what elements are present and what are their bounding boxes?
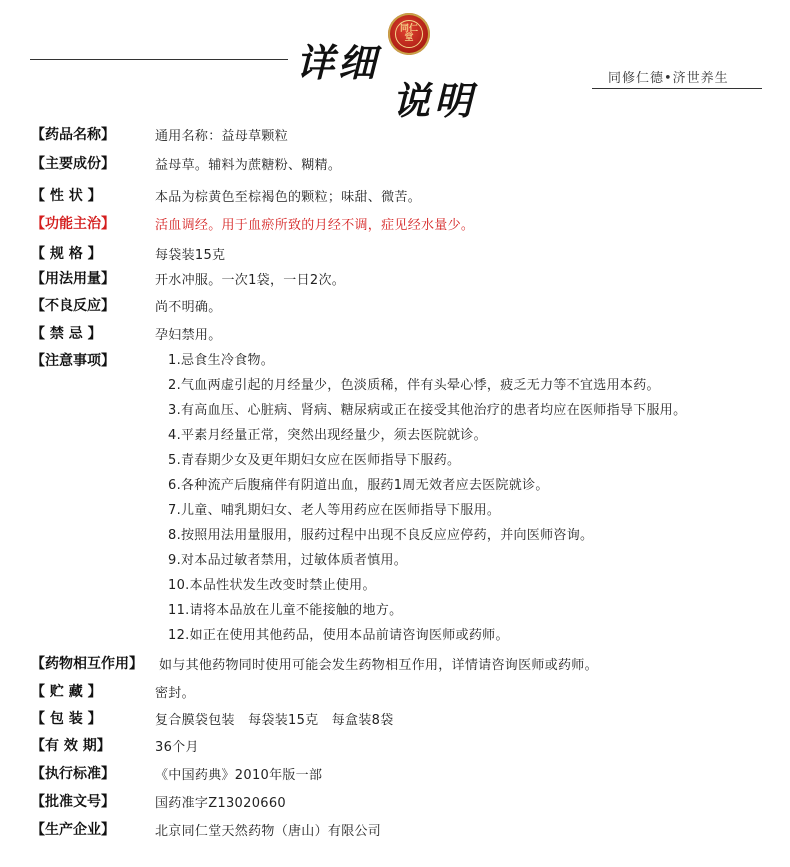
precaution-item: 8.按照用法用量服用，服药过程中出现不良反应应停药，并向医师咨询。 xyxy=(168,528,594,543)
field-value: 密封。 xyxy=(155,685,195,701)
field-value: 每袋装15克 xyxy=(155,247,226,263)
page-title-line2: 说明 xyxy=(392,78,477,123)
field-label: 【不良反应】 xyxy=(31,298,115,314)
field-row-standard xyxy=(31,763,776,783)
field-label: 【用法用量】 xyxy=(31,271,115,287)
field-label: 【有 效 期】 xyxy=(31,738,111,754)
field-row-contraindications xyxy=(31,323,776,343)
field-label: 【 性 状 】 xyxy=(31,188,102,204)
field-row-appearance xyxy=(31,185,776,205)
brand-slogan: 同修仁德•济世养生 xyxy=(608,71,729,86)
field-label: 【执行标准】 xyxy=(31,766,115,782)
field-label: 【药物相互作用】 xyxy=(31,656,143,672)
field-row-shelf-life xyxy=(31,735,776,755)
field-value: 孕妇禁用。 xyxy=(155,327,222,343)
field-value: 开水冲服。一次1袋，一日2次。 xyxy=(155,272,346,288)
field-row-ingredients xyxy=(31,153,776,173)
field-row-adverse-reactions xyxy=(31,295,776,315)
precaution-item: 12.如正在使用其他药品，使用本品前请咨询医师或药师。 xyxy=(168,628,509,643)
field-value: 国药准字Z13020660 xyxy=(155,795,286,811)
field-value: 《中国药典》2010年版一部 xyxy=(155,767,323,783)
precaution-item: 9.对本品过敏者禁用，过敏体质者慎用。 xyxy=(168,553,408,568)
field-row-dosage xyxy=(31,268,776,288)
field-label: 【生产企业】 xyxy=(31,822,115,838)
field-row-interactions xyxy=(31,653,776,673)
field-value: 复合膜袋包装 每袋装15克 每盒装8袋 xyxy=(155,712,394,728)
field-label: 【注意事项】 xyxy=(31,353,115,369)
precaution-item: 4.平素月经量正常，突然出现经量少，须去医院就诊。 xyxy=(168,428,487,443)
field-label: 【 贮 藏 】 xyxy=(31,684,102,700)
header-rule-right xyxy=(592,88,762,89)
field-label: 【批准文号】 xyxy=(31,794,115,810)
precaution-item: 7.儿童、哺乳期妇女、老人等用药应在医师指导下服用。 xyxy=(168,503,501,518)
field-label: 【功能主治】 xyxy=(31,216,115,232)
field-value: 尚不明确。 xyxy=(155,299,222,315)
tongrentang-seal-logo xyxy=(388,13,430,55)
precaution-item: 10.本品性状发生改变时禁止使用。 xyxy=(168,578,376,593)
precaution-item: 3.有高血压、心脏病、肾病、糖尿病或正在接受其他治疗的患者均应在医师指导下服用。 xyxy=(168,403,687,418)
field-row-precautions xyxy=(31,350,776,370)
field-row-manufacturer xyxy=(31,819,776,839)
field-label: 【 规 格 】 xyxy=(31,246,102,262)
seal-text: 同仁堂 xyxy=(395,20,423,48)
field-value: 益母草。辅料为蔗糖粉、糊精。 xyxy=(155,157,342,173)
field-value: 本品为棕黄色至棕褐色的颗粒；味甜、微苦。 xyxy=(155,189,422,205)
field-label: 【 禁 忌 】 xyxy=(31,326,102,342)
field-label: 【药品名称】 xyxy=(31,127,115,143)
field-row-packaging xyxy=(31,708,776,728)
field-row-storage xyxy=(31,681,776,701)
field-value: 如与其他药物同时使用可能会发生药物相互作用，详情请咨询医师或药师。 xyxy=(159,657,598,673)
field-row-specification xyxy=(31,243,776,263)
field-row-indications xyxy=(31,213,776,233)
field-row-drug-name xyxy=(31,124,776,144)
field-value: 北京同仁堂天然药物（唐山）有限公司 xyxy=(155,823,382,839)
field-label: 【主要成份】 xyxy=(31,156,115,172)
precaution-item: 5.青春期少女及更年期妇女应在医师指导下服药。 xyxy=(168,453,461,468)
field-label: 【 包 装 】 xyxy=(31,711,102,727)
precaution-item: 11.请将本品放在儿童不能接触的地方。 xyxy=(168,603,403,618)
precaution-item: 1.忌食生冷食物。 xyxy=(168,353,275,368)
field-value: 活血调经。用于血瘀所致的月经不调，症见经水量少。 xyxy=(155,217,475,233)
page-title-line1: 详细 xyxy=(296,40,381,85)
field-value: 通用名称：益母草颗粒 xyxy=(155,128,289,144)
precaution-item: 6.各种流产后腹痛伴有阴道出血，服药1周无效者应去医院就诊。 xyxy=(168,478,549,493)
precaution-item: 2.气血两虚引起的月经量少，色淡质稀，伴有头晕心悸，疲乏无力等不宜选用本药。 xyxy=(168,378,660,393)
header-rule-left xyxy=(30,59,288,60)
field-row-approval-number xyxy=(31,791,776,811)
field-value: 36个月 xyxy=(155,739,199,755)
